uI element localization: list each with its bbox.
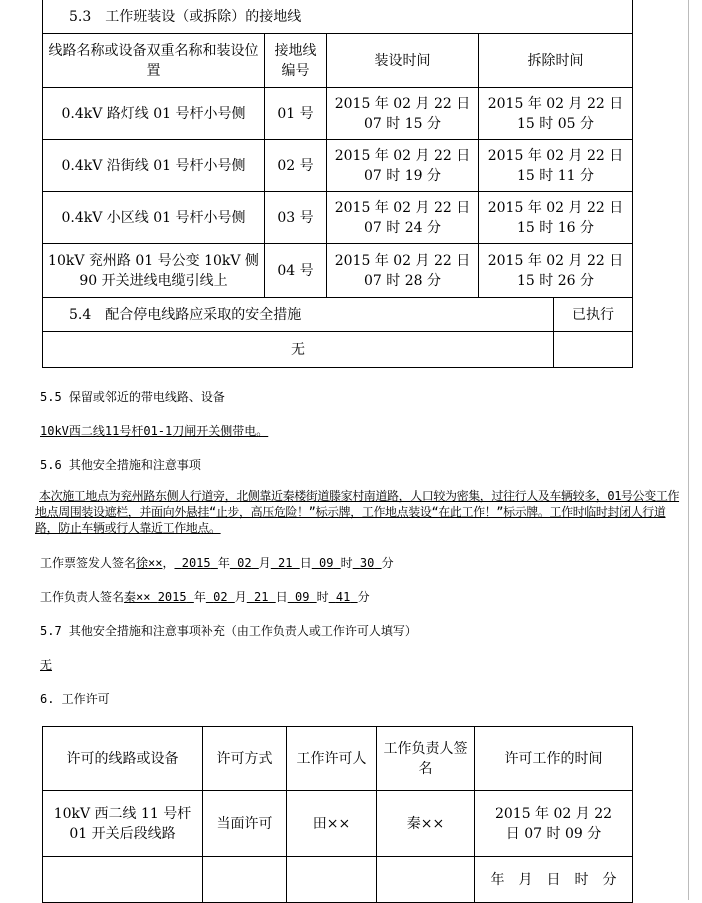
unit: 时 — [316, 590, 329, 604]
issuer-month: 02 — [237, 556, 252, 570]
cell: 2015 年 02 月 22 日 07 时 24 分 — [327, 192, 479, 244]
table-row — [43, 140, 633, 192]
section-6-title: 6. 工作许可 — [40, 692, 110, 706]
cell: 当面许可 — [203, 791, 287, 857]
unit: 日 — [275, 590, 288, 604]
cell: 2015 年 02 月 22 日 07 时 28 分 — [327, 244, 479, 298]
header-permitted-line: 许可的线路或设备 — [43, 727, 203, 791]
grounding-wire-table — [42, 0, 633, 368]
unit: 年 — [193, 590, 206, 604]
table-row — [43, 88, 633, 140]
header-permit-method: 许可方式 — [203, 727, 287, 791]
executed-header: 已执行 — [554, 298, 633, 332]
cell: 02 号 — [265, 140, 327, 192]
unit: 分 — [357, 590, 370, 604]
issuer-hour: 09 — [318, 556, 334, 570]
cell: 2015 年 02 月 22 日 07 时 15 分 — [327, 88, 479, 140]
cell: 2015 年 02 月 22 日 15 时 16 分 — [479, 192, 633, 244]
issuer-label: 工作票签发人签名 — [40, 556, 137, 570]
unit: 日 — [299, 556, 312, 570]
cell: 2015 年 02 月 22 日 15 时 11 分 — [479, 140, 633, 192]
cell: 04 号 — [265, 244, 327, 298]
issuer-year: 2015 — [181, 556, 211, 570]
table-row — [43, 244, 633, 298]
issuer-minute: 30 — [359, 556, 375, 570]
section-5-6-value: 本次施工地点为兖州路东侧人行道旁，北侧靠近秦楼街道滕家村南道路，人口较为密集，过往行人及车辆较多，01号公变工作地点周围装设遮栏，并面向外悬挂“止步，高压危险！”标示牌，工作地点装设“在此工作！”标示牌。工作时临时封闭人行道路，防止车辆或行人靠近工作地点。 — [35, 489, 680, 535]
section-5-7-value: 无 — [40, 658, 53, 672]
unit: 分 — [381, 556, 394, 570]
table-row — [43, 192, 633, 244]
table-row — [43, 791, 633, 857]
header-permitter: 工作许可人 — [287, 727, 377, 791]
table-row — [43, 857, 633, 903]
issuer-day: 21 — [278, 556, 293, 570]
cell: 01 号 — [265, 88, 327, 140]
section-5-5-title: 5.5 保留或邻近的带电线路、设备 — [40, 390, 225, 404]
section-5-4-title: 5.4 配合停电线路应采取的安全措施 — [43, 298, 554, 332]
header-install-time: 装设时间 — [327, 34, 479, 88]
cell: 0.4kV 路灯线 01 号杆小号侧 — [43, 88, 265, 140]
unit: 月 — [234, 590, 247, 604]
cell: 0.4kV 沿街线 01 号杆小号侧 — [43, 140, 265, 192]
section-5-6-title: 5.6 其他安全措施和注意事项 — [40, 458, 201, 472]
section-5-4-value: 无 — [43, 332, 554, 368]
cell: 田×× — [287, 791, 377, 857]
leader-hour: 09 — [294, 590, 310, 604]
section-5-7-title: 5.7 其他安全措施和注意事项补充（由工作负责人或工作许可人填写） — [40, 624, 417, 638]
page-edge — [688, 0, 689, 900]
unit: 月 — [258, 556, 271, 570]
issuer-signature-line: 工作票签发人签名徐××， 2015 年 02 月 21 日 09 时 30 分 — [40, 556, 394, 570]
cell — [377, 857, 475, 903]
cell: 秦×× — [377, 791, 475, 857]
header-wire-number: 接地线编号 — [265, 34, 327, 88]
section-5-5-value: 10kV西二线11号杆01-1刀闸开关侧带电。 — [40, 424, 269, 438]
cell — [203, 857, 287, 903]
cell: 03 号 — [265, 192, 327, 244]
unit: 时 — [340, 556, 353, 570]
cell: 0.4kV 小区线 01 号杆小号侧 — [43, 192, 265, 244]
cell: 2015 年 02 月 22 日 07 时 19 分 — [327, 140, 479, 192]
cell — [287, 857, 377, 903]
cell: 年 月 日 时 分 — [475, 857, 633, 903]
leader-day: 21 — [254, 590, 269, 604]
cell: 2015 年 02 月 22 日 15 时 05 分 — [479, 88, 633, 140]
issuer-name: 徐×× — [136, 556, 163, 570]
leader-label: 工作负责人签名 — [40, 590, 125, 604]
leader-minute: 41 — [335, 590, 351, 604]
cell: 10kV 兖州路 01 号公变 10kV 侧 90 开关进线电缆引线上 — [43, 244, 265, 298]
executed-cell — [554, 332, 633, 368]
work-permit-table — [42, 726, 633, 903]
cell: 2015 年 02 月 22 日 07 时 09 分 — [475, 791, 633, 857]
cell: 2015 年 02 月 22 日 15 时 26 分 — [479, 244, 633, 298]
leader-signature-line — [40, 588, 370, 605]
header-leader-signature: 工作负责人签名 — [377, 727, 475, 791]
header-permit-time: 许可工作的时间 — [475, 727, 633, 791]
leader-month: 02 — [213, 590, 228, 604]
leader-name: 秦×× — [124, 590, 151, 604]
header-remove-time: 拆除时间 — [479, 34, 633, 88]
unit: 年 — [217, 556, 230, 570]
section-5-3-title: 5.3 工作班装设（或拆除）的接地线 — [43, 0, 633, 34]
cell — [43, 857, 203, 903]
header-line-name: 线路名称或设备双重名称和装设位置 — [43, 34, 265, 88]
cell: 10kV 西二线 11 号杆 01 开关后段线路 — [43, 791, 203, 857]
leader-year: 2015 — [157, 590, 187, 604]
